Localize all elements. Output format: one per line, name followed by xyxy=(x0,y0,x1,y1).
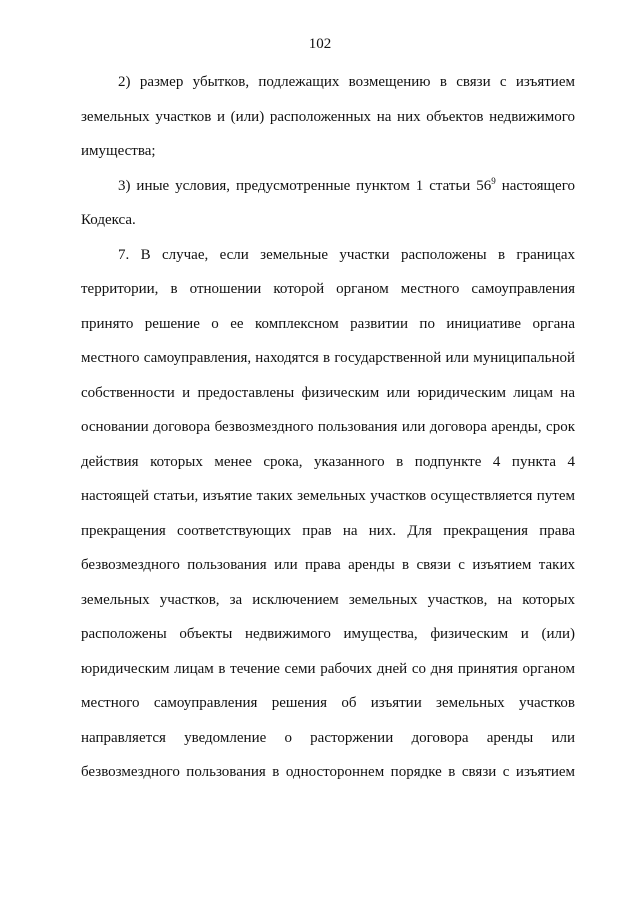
paragraph-item-3 xyxy=(81,169,575,238)
document-body xyxy=(81,65,575,790)
paragraph-item-3-tail: настоящего Кодекса. xyxy=(81,177,575,228)
article-superscript: 9 xyxy=(491,175,496,186)
paragraph-item-2: 2) размер убытков, подлежащих возмещению в связи с изъятием земельных участков и (или) расположенных на них объектов недвижимого имущества; xyxy=(81,74,575,159)
page-number: 102 xyxy=(308,36,332,52)
paragraph-item-3-text: 3) иные условия, предусмотренные пунктом 1 статьи 56 xyxy=(118,177,492,194)
paragraph-item-7: 7. В случае, если земельные участки расположены в границах территории, в отношении которой органом местного самоуправления принято решение о ее комплексном развитии по инициативе органа местного самоуправления, находятся в государственной или муниципальной собственности и предоставлены физическим или юридическим лицам на основании договора безвозмездного пользования или договора аренды, срок действия которых менее срока, указанного в подпункте 4 пункта 4 настоящей статьи, изъятие таких земельных участков осуществляется путем прекращения соответствующих прав на них. Для прекращения права безвозмездного пользования или права аренды в связи с изъятием таких земельных участков, за исключением земельных участков, на которых расположены объекты недвижимого имущества, физическим и (или) юридическим лицам в течение семи рабочих дней со дня принятия органом местного самоуправления решения об изъятии земельных участков направляется уведомление о расторжении договора аренды или безвозмездного пользования в одностороннем порядке в связи с изъятием xyxy=(81,246,575,780)
